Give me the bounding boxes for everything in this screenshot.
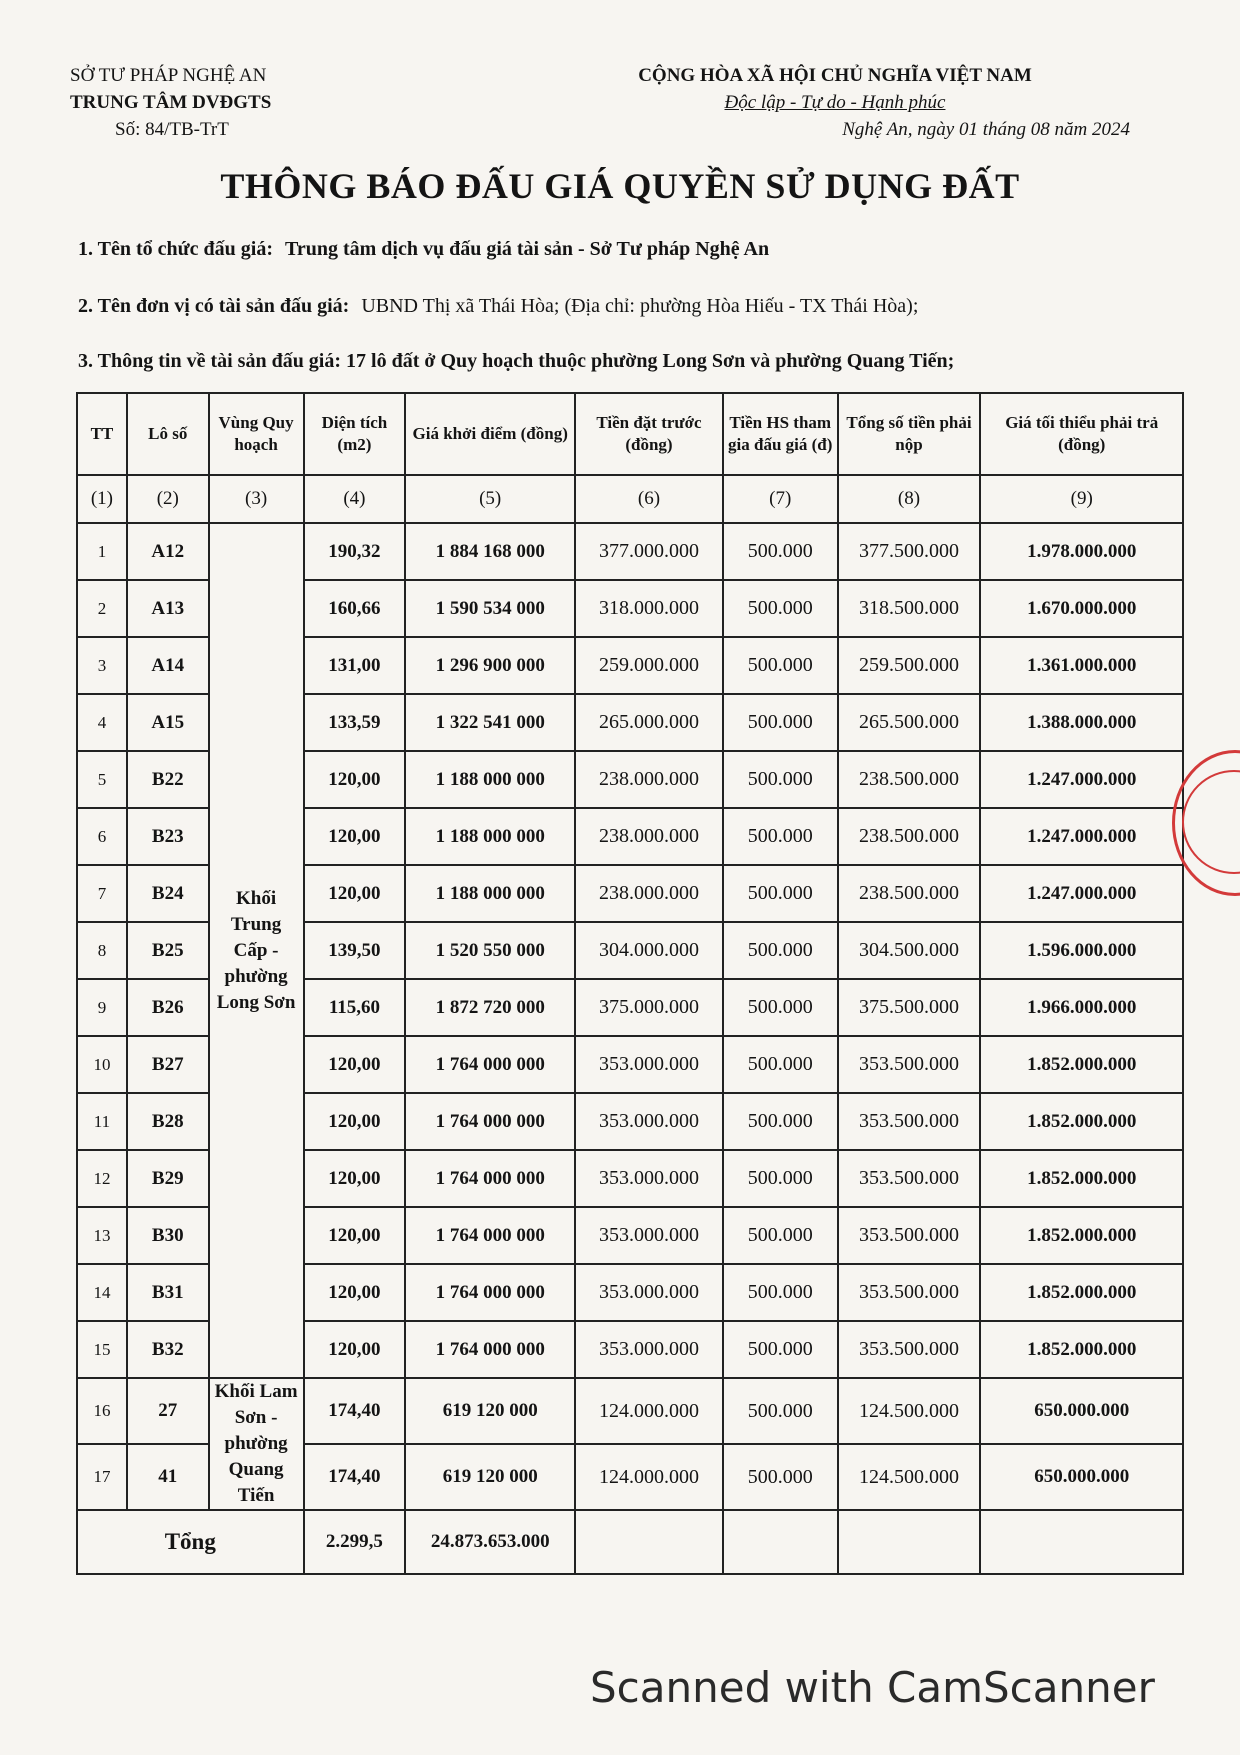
min-price-cell: 1.852.000.000 <box>980 1036 1183 1093</box>
total-payable-cell: 304.500.000 <box>838 922 981 979</box>
total-payable-cell: 124.500.000 <box>838 1378 981 1444</box>
fee-cell: 500.000 <box>723 865 838 922</box>
row-number: 3 <box>77 637 127 694</box>
total-payable-cell: 353.500.000 <box>838 1093 981 1150</box>
row-number: 17 <box>77 1444 127 1510</box>
header-total: Tổng số tiền phải nộp <box>838 393 981 475</box>
min-price-cell: 1.247.000.000 <box>980 808 1183 865</box>
column-index: (9) <box>980 475 1183 523</box>
header-row <box>77 393 1183 475</box>
header-fee: Tiền HS tham gia đấu giá (đ) <box>723 393 838 475</box>
total-payable-cell: 353.500.000 <box>838 1207 981 1264</box>
row-number: 2 <box>77 580 127 637</box>
fee-cell: 500.000 <box>723 1264 838 1321</box>
area-cell: 174,40 <box>304 1378 406 1444</box>
issuer-center: TRUNG TÂM DVĐGTS <box>70 92 272 113</box>
fee-cell: 500.000 <box>723 979 838 1036</box>
row-number: 8 <box>77 922 127 979</box>
area-cell: 174,40 <box>304 1444 406 1510</box>
column-index: (1) <box>77 475 127 523</box>
header-area: Diện tích (m2) <box>304 393 406 475</box>
lot-number: A15 <box>127 694 209 751</box>
column-index: (6) <box>575 475 723 523</box>
deposit-cell: 304.000.000 <box>575 922 723 979</box>
min-price-cell: 1.361.000.000 <box>980 637 1183 694</box>
deposit-cell: 353.000.000 <box>575 1036 723 1093</box>
area-cell: 120,00 <box>304 1264 406 1321</box>
total-payable-cell: 238.500.000 <box>838 865 981 922</box>
row-number: 7 <box>77 865 127 922</box>
lot-number: B25 <box>127 922 209 979</box>
total-payable-cell: 238.500.000 <box>838 808 981 865</box>
start-price-cell: 619 120 000 <box>405 1444 575 1510</box>
start-price-cell: 1 322 541 000 <box>405 694 575 751</box>
row-number: 16 <box>77 1378 127 1444</box>
start-price-cell: 1 520 550 000 <box>405 922 575 979</box>
row-number: 12 <box>77 1150 127 1207</box>
lot-number: B24 <box>127 865 209 922</box>
issuer-block <box>70 62 310 143</box>
start-price-cell: 1 764 000 000 <box>405 1036 575 1093</box>
row-number: 13 <box>77 1207 127 1264</box>
total-empty-cell <box>723 1510 838 1574</box>
table-row <box>77 1378 1183 1444</box>
issuer-department: SỞ TƯ PHÁP NGHỆ AN <box>70 65 267 86</box>
deposit-cell: 353.000.000 <box>575 1150 723 1207</box>
deposit-cell: 124.000.000 <box>575 1378 723 1444</box>
fee-cell: 500.000 <box>723 808 838 865</box>
column-index: (2) <box>127 475 209 523</box>
start-price-cell: 1 884 168 000 <box>405 523 575 580</box>
area-cell: 131,00 <box>304 637 406 694</box>
deposit-cell: 353.000.000 <box>575 1321 723 1378</box>
row-number: 9 <box>77 979 127 1036</box>
document-number: Số: 84/TB-TrT <box>115 119 229 140</box>
deposit-cell: 377.000.000 <box>575 523 723 580</box>
total-payable-cell: 353.500.000 <box>838 1321 981 1378</box>
row-number: 11 <box>77 1093 127 1150</box>
start-price-cell: 1 764 000 000 <box>405 1207 575 1264</box>
start-price-cell: 1 872 720 000 <box>405 979 575 1036</box>
total-payable-cell: 353.500.000 <box>838 1264 981 1321</box>
min-price-cell: 1.852.000.000 <box>980 1150 1183 1207</box>
area-cell: 115,60 <box>304 979 406 1036</box>
area-cell: 120,00 <box>304 1150 406 1207</box>
fee-cell: 500.000 <box>723 1378 838 1444</box>
total-row <box>77 1510 1183 1574</box>
national-heading <box>540 62 1130 143</box>
min-price-cell: 1.670.000.000 <box>980 580 1183 637</box>
column-index: (8) <box>838 475 981 523</box>
header-deposit: Tiền đặt trước (đồng) <box>575 393 723 475</box>
total-label: Tổng <box>77 1510 304 1574</box>
start-price-cell: 1 296 900 000 <box>405 637 575 694</box>
deposit-cell: 353.000.000 <box>575 1207 723 1264</box>
lot-number: B27 <box>127 1036 209 1093</box>
lot-number: B28 <box>127 1093 209 1150</box>
lot-number: B26 <box>127 979 209 1036</box>
start-price-cell: 619 120 000 <box>405 1378 575 1444</box>
fee-cell: 500.000 <box>723 1207 838 1264</box>
min-price-cell: 1.388.000.000 <box>980 694 1183 751</box>
total-payable-cell: 124.500.000 <box>838 1444 981 1510</box>
min-price-cell: 1.247.000.000 <box>980 751 1183 808</box>
total-payable-cell: 318.500.000 <box>838 580 981 637</box>
fee-cell: 500.000 <box>723 1093 838 1150</box>
deposit-cell: 318.000.000 <box>575 580 723 637</box>
min-price-cell: 1.978.000.000 <box>980 523 1183 580</box>
column-index: (7) <box>723 475 838 523</box>
lot-number: B29 <box>127 1150 209 1207</box>
total-payable-cell: 377.500.000 <box>838 523 981 580</box>
area-cell: 120,00 <box>304 1093 406 1150</box>
fee-cell: 500.000 <box>723 637 838 694</box>
deposit-cell: 353.000.000 <box>575 1093 723 1150</box>
lot-number: A13 <box>127 580 209 637</box>
total-empty-cell <box>980 1510 1183 1574</box>
deposit-cell: 259.000.000 <box>575 637 723 694</box>
country-name: CỘNG HÒA XÃ HỘI CHỦ NGHĨA VIỆT NAM <box>638 65 1032 86</box>
row-number: 10 <box>77 1036 127 1093</box>
area-cell: 160,66 <box>304 580 406 637</box>
fee-cell: 500.000 <box>723 751 838 808</box>
info-label: 1. Tên tổ chức đấu giá: <box>78 238 273 260</box>
deposit-cell: 265.000.000 <box>575 694 723 751</box>
info-label: 2. Tên đơn vị có tài sản đấu giá: <box>78 295 350 317</box>
row-number: 1 <box>77 523 127 580</box>
deposit-cell: 353.000.000 <box>575 1264 723 1321</box>
deposit-cell: 238.000.000 <box>575 865 723 922</box>
document-title: THÔNG BÁO ĐẤU GIÁ QUYỀN SỬ DỤNG ĐẤT <box>220 166 1020 206</box>
row-number: 14 <box>77 1264 127 1321</box>
area-cell: 139,50 <box>304 922 406 979</box>
fee-cell: 500.000 <box>723 1150 838 1207</box>
area-cell: 120,00 <box>304 865 406 922</box>
deposit-cell: 238.000.000 <box>575 808 723 865</box>
total-empty-cell <box>838 1510 981 1574</box>
fee-cell: 500.000 <box>723 694 838 751</box>
min-price-cell: 650.000.000 <box>980 1378 1183 1444</box>
start-price-cell: 1 764 000 000 <box>405 1093 575 1150</box>
fee-cell: 500.000 <box>723 922 838 979</box>
min-price-cell: 1.852.000.000 <box>980 1207 1183 1264</box>
total-payable-cell: 375.500.000 <box>838 979 981 1036</box>
deposit-cell: 238.000.000 <box>575 751 723 808</box>
national-motto: Độc lập - Tự do - Hạnh phúc <box>724 92 946 113</box>
start-price-cell: 1 764 000 000 <box>405 1321 575 1378</box>
fee-cell: 500.000 <box>723 1444 838 1510</box>
area-cell: 120,00 <box>304 808 406 865</box>
column-index: (4) <box>304 475 406 523</box>
column-index-row <box>77 475 1183 523</box>
info-item-owner <box>78 295 918 318</box>
info-value: Trung tâm dịch vụ đấu giá tài sản - Sở Tư pháp Nghệ An <box>284 238 770 260</box>
camscanner-watermark: Scanned with CamScanner <box>590 1663 1155 1712</box>
area-cell: 120,00 <box>304 1036 406 1093</box>
total-payable-cell: 259.500.000 <box>838 637 981 694</box>
fee-cell: 500.000 <box>723 580 838 637</box>
area-cell: 190,32 <box>304 523 406 580</box>
header-min-price: Giá tối thiểu phải trả (đồng) <box>980 393 1183 475</box>
lot-number: B32 <box>127 1321 209 1378</box>
column-index: (3) <box>209 475 304 523</box>
header-start-price: Giá khởi điểm (đồng) <box>405 393 575 475</box>
start-price-cell: 1 764 000 000 <box>405 1264 575 1321</box>
header-tt: TT <box>77 393 127 475</box>
header-zone: Vùng Quy hoạch <box>209 393 304 475</box>
lot-number: B23 <box>127 808 209 865</box>
row-number: 4 <box>77 694 127 751</box>
area-cell: 120,00 <box>304 1207 406 1264</box>
header-lot: Lô số <box>127 393 209 475</box>
total-payable-cell: 238.500.000 <box>838 751 981 808</box>
min-price-cell: 1.966.000.000 <box>980 979 1183 1036</box>
lot-number: A14 <box>127 637 209 694</box>
min-price-cell: 1.596.000.000 <box>980 922 1183 979</box>
min-price-cell: 1.247.000.000 <box>980 865 1183 922</box>
zone-cell: Khối Lam Sơn - phường Quang Tiến <box>209 1378 304 1510</box>
area-cell: 120,00 <box>304 751 406 808</box>
info-value: UBND Thị xã Thái Hòa; (Địa chỉ: phường Hòa Hiếu - TX Thái Hòa); <box>361 295 919 317</box>
row-number: 6 <box>77 808 127 865</box>
total-payable-cell: 353.500.000 <box>838 1036 981 1093</box>
area-cell: 120,00 <box>304 1321 406 1378</box>
min-price-cell: 1.852.000.000 <box>980 1321 1183 1378</box>
auction-table <box>76 392 1184 1575</box>
total-start-price: 24.873.653.000 <box>405 1510 575 1574</box>
deposit-cell: 124.000.000 <box>575 1444 723 1510</box>
start-price-cell: 1 590 534 000 <box>405 580 575 637</box>
total-payable-cell: 353.500.000 <box>838 1150 981 1207</box>
lot-number: A12 <box>127 523 209 580</box>
total-payable-cell: 265.500.000 <box>838 694 981 751</box>
fee-cell: 500.000 <box>723 1036 838 1093</box>
start-price-cell: 1 764 000 000 <box>405 1150 575 1207</box>
total-empty-cell <box>575 1510 723 1574</box>
lot-number: B22 <box>127 751 209 808</box>
fee-cell: 500.000 <box>723 1321 838 1378</box>
table-row <box>77 523 1183 580</box>
row-number: 5 <box>77 751 127 808</box>
lot-number: 27 <box>127 1378 209 1444</box>
start-price-cell: 1 188 000 000 <box>405 751 575 808</box>
column-index: (5) <box>405 475 575 523</box>
min-price-cell: 1.852.000.000 <box>980 1264 1183 1321</box>
lot-number: B31 <box>127 1264 209 1321</box>
info-item-assets: 3. Thông tin về tài sản đấu giá: 17 lô đất ở Quy hoạch thuộc phường Long Sơn và phường Quang Tiến; <box>78 350 955 372</box>
start-price-cell: 1 188 000 000 <box>405 808 575 865</box>
start-price-cell: 1 188 000 000 <box>405 865 575 922</box>
document-date: Nghệ An, ngày 01 tháng 08 năm 2024 <box>842 119 1130 140</box>
total-area: 2.299,5 <box>304 1510 406 1574</box>
lot-number: B30 <box>127 1207 209 1264</box>
info-item-organizer <box>78 238 769 261</box>
zone-cell: Khối Trung Cấp - phường Long Sơn <box>209 523 304 1378</box>
fee-cell: 500.000 <box>723 523 838 580</box>
row-number: 15 <box>77 1321 127 1378</box>
min-price-cell: 1.852.000.000 <box>980 1093 1183 1150</box>
lot-number: 41 <box>127 1444 209 1510</box>
deposit-cell: 375.000.000 <box>575 979 723 1036</box>
area-cell: 133,59 <box>304 694 406 751</box>
min-price-cell: 650.000.000 <box>980 1444 1183 1510</box>
